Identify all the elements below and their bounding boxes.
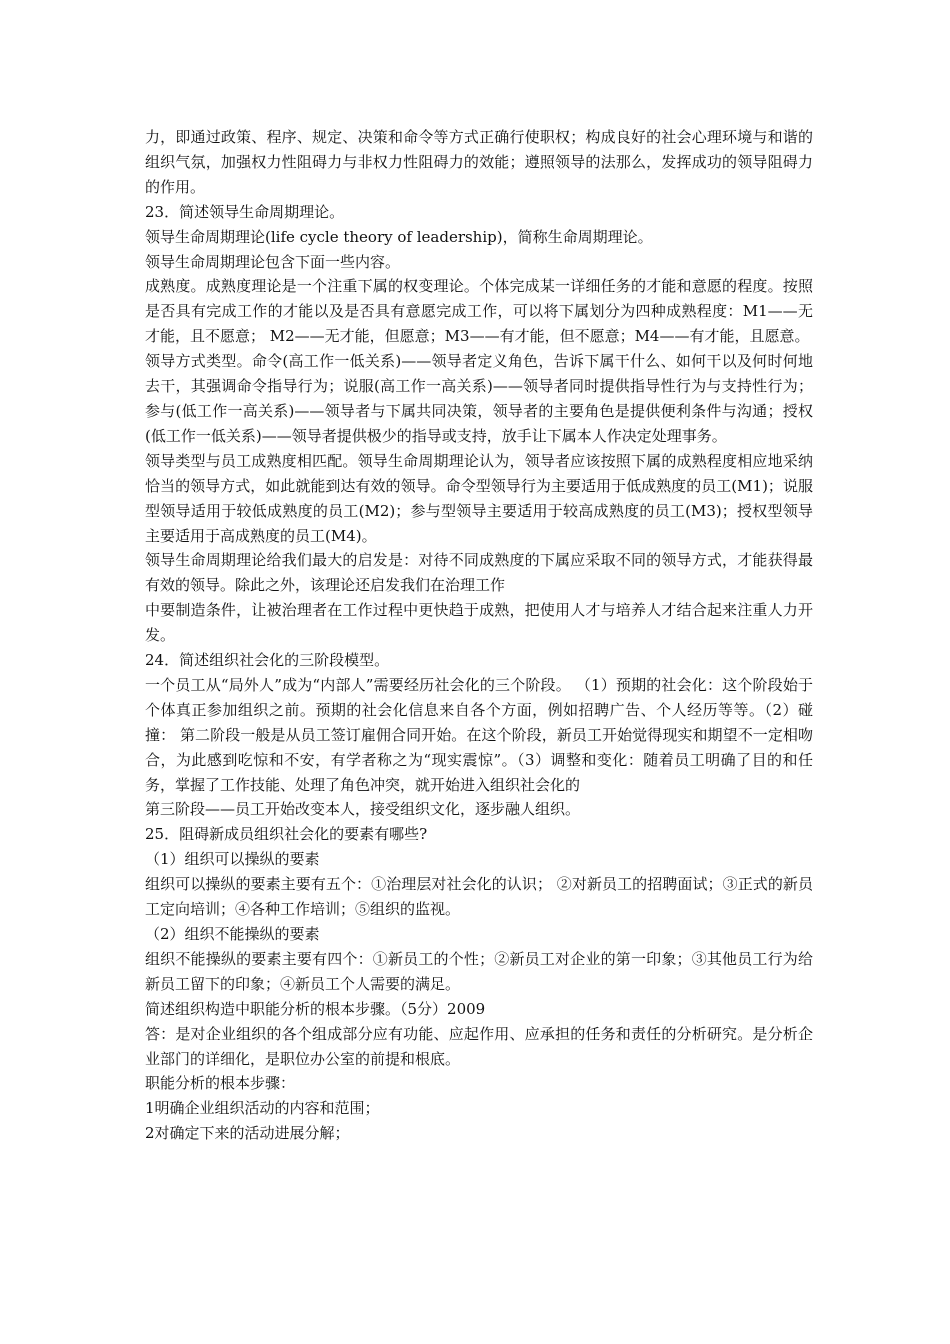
paragraph-life-cycle-contents: 领导生命周期理论包含下面一些内容。: [145, 252, 401, 271]
paragraph-life-cycle-inspiration: 领导生命周期理论给我们最大的启发是：对待不同成熟度的下属应采取不同的领导方式，才能获得最有效的领导。除此之外，该理论还启发我们在治理工作: [145, 551, 813, 595]
paragraph-controllable-factors: 组织可以操纵的要素主要有五个：①治理层对社会化的认识； ②对新员工的招聘面试；③正式的新员工定向培训；④各种工作培训；⑤组织的监视。: [145, 875, 813, 919]
heading-function-analysis: 简述组织构造中职能分析的根本步骤。（5分）2009: [145, 999, 486, 1018]
subheading-controllable-factors: （1）组织可以操纵的要素: [145, 850, 320, 869]
paragraph-uncontrollable-factors: 组织不能操纵的要素主要有四个：①新员工的个性；②新员工对企业的第一印象；③其他员工行为给新员工留下的印象；④新员工个人需要的满足。: [145, 949, 813, 993]
paragraph-style-matching: 领导类型与员工成熟度相匹配。领导生命周期理论认为，领导者应该按照下属的成熟程度相应地采纳恰当的领导方式，如此就能到达有效的领导。命令型领导行为主要适用于低成熟度的员工(M1)；说服型领导适用于较低成熟度的员工(M2)；参与型领导主要适用于较高成熟度的员工(M3)；授权型领导主要适用于高成熟度的员工(M4)。: [145, 451, 813, 545]
paragraph-life-cycle-definition: 领导生命周期理论(life cycle theory of leadership)，简称生命周期理论。: [145, 227, 653, 246]
heading-question-23: 23．简述领导生命周期理论。: [145, 202, 345, 221]
paragraph-third-stage: 第三阶段——员工开始改变本人，接受组织文化，逐步融人组织。: [145, 800, 581, 819]
subheading-function-analysis-steps: 职能分析的根本步骤：: [145, 1074, 296, 1093]
heading-question-24: 24．简述组织社会化的三阶段模型。: [145, 651, 390, 670]
list-item-step-1: 1明确企业组织活动的内容和范围；: [145, 1099, 380, 1118]
paragraph-leadership-influence: 力，即通过政策、程序、规定、决策和命令等方式正确行使职权；构成良好的社会心理环境与和谐的组织气氛，加强权力性阻碍力与非权力性阻碍力的效能；遵照领导的法那么，发挥成功的领导阻碍力的作用。: [145, 128, 813, 196]
paragraph-leadership-styles: 领导方式类型。命令(高工作一低关系)——领导者定义角色，告诉下属干什么、如何干以及何时何地去干，其强调命令指导行为；说服(高工作一高关系)——领导者同时提供指导性行为与支持性行为；参与(低工作一高关系)——领导者与下属共同决策，领导者的主要角色是提供便利条件与沟通；授权(低工作一低关系)——领导者提供极少的指导或支持，放手让下属本人作决定处理事务。: [145, 352, 813, 445]
paragraph-socialization-stages: 一个员工从“局外人”成为“内部人”需要经历社会化的三个阶段。 （1）预期的社会化：这个阶段始于个体真正参加组织之前。预期的社会化信息来自各个方面，例如招聘广告、个人经历等等。（2）碰撞： 第二阶段一般是从员工签订雇佣合同开始。在这个阶段，新员工开始觉得现实和期望不一定相吻合，为此感到吃惊和不安，有学者称之为“现实震惊”。（3）调整和变化：随着员工明确了目的和任务，掌握了工作技能、处理了角色冲突，就开始进入组织社会化的: [145, 675, 813, 794]
subheading-uncontrollable-factors: （2）组织不能操纵的要素: [145, 925, 320, 943]
heading-question-25: 25．阻碍新成员组织社会化的要素有哪些?: [145, 825, 428, 844]
paragraph-function-analysis-answer: 答：是对企业组织的各个组成部分应有功能、应起作用、应承担的任务和责任的分析研究。是分析企业部门的详细化，是职位办公室的前提和根底。: [145, 1024, 813, 1068]
document-body: [145, 125, 813, 1146]
list-item-step-2: 2对确定下来的活动进展分解；: [145, 1124, 350, 1143]
paragraph-life-cycle-inspiration-cont: 中要制造条件，让被治理者在工作过程中更快趋于成熟，把使用人才与培养人才结合起来注重人力开发。: [145, 601, 813, 645]
paragraph-maturity: 成熟度。成熟度理论是一个注重下属的权变理论。个体完成某一详细任务的才能和意愿的程度。按照是否具有完成工作的才能以及是否具有意愿完成工作，可以将下属划分为四种成熟程度：M1——无才能，且不愿意； M2——无才能，但愿意；M3——有才能，但不愿意；M4——有才能，且愿意。: [145, 277, 813, 346]
